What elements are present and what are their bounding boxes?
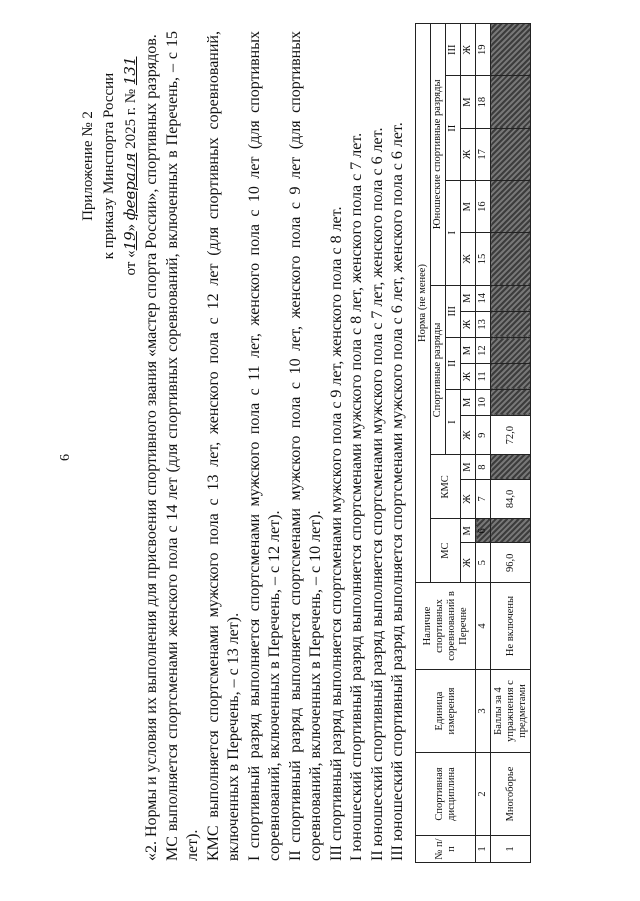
header-youth-3: III <box>446 24 461 76</box>
header-presence: Наличие спортивных соревнований в Перечне <box>416 583 476 670</box>
header-youth-1: I <box>446 181 461 286</box>
header-norm: Норма (не менее) <box>416 24 431 583</box>
paragraph: I юношеский спортивный разряд выполняется спортсменами мужского пола с 8 лет, женского пола с 7 лет. <box>348 132 365 861</box>
header-m: М <box>461 389 476 415</box>
handwritten-month: февраля <box>121 152 139 221</box>
row-ms-f: 96,0 <box>491 543 531 583</box>
paragraph: «2. Нормы и условия их выполнения для присвоения спортивного звания «мастер спорта России», спортивных разрядов. <box>143 34 160 861</box>
header-f: Ж <box>461 415 476 455</box>
norms-text <box>142 31 409 861</box>
paragraph: III спортивный разряд выполняется спортсменами мужского пола с 9 лет, женского пола с 8 лет. <box>327 206 345 861</box>
paragraph: МС выполняется спортсменами женского пола с 14 лет (для спортивных соревнований, включенных в Перечень, – с 15 лет). <box>163 31 201 861</box>
header-m: М <box>461 285 476 311</box>
header-f: Ж <box>461 479 476 519</box>
header-rank-1: I <box>446 389 461 455</box>
header-youth-2: II <box>446 76 461 181</box>
handwritten-day: 19 <box>121 231 139 251</box>
row-kms-m-blank <box>491 519 531 543</box>
handwritten-number: 131 <box>121 56 139 86</box>
row-kms-f: 84,0 <box>491 479 531 519</box>
appendix-header <box>78 31 142 301</box>
row-num: 1 <box>491 836 531 863</box>
paragraph: I спортивный разряд выполняется спортсменами мужского пола с 11 лет, женского пола с 10 лет (для спортивных соревнований, включенных в Перечень, – с 12 лет). <box>245 31 283 861</box>
appendix-date: от «19» февраля 2025 г. № 131 <box>121 56 139 276</box>
header-ms: МС <box>431 519 461 583</box>
table-row <box>491 24 531 863</box>
header-f: Ж <box>461 311 476 337</box>
header-youth-ranks: Юношеские спортивные разряды <box>431 24 446 286</box>
row-unit: Баллы за 4 упражнения с предметами <box>491 670 531 753</box>
appendix-order: к приказу Минспорта России <box>101 72 117 260</box>
paragraph: II спортивный разряд выполняется спортсменами мужского пола с 10 лет, женского пола с 9 лет (для спортивных соревнований, включенных в Перечень, – с 10 лет). <box>286 31 324 861</box>
row-presence: Не включены <box>491 583 531 670</box>
appendix-title: Приложение № 2 <box>80 111 96 221</box>
header-m: М <box>461 181 476 233</box>
header-m: М <box>461 76 476 128</box>
header-f: Ж <box>461 543 476 583</box>
header-m: М <box>461 455 476 479</box>
column-numbers-row: 1 2 3 4 5 6 7 8 9 10 11 12 13 14 15 16 17 18 19 <box>476 24 491 863</box>
header-num: № п/п <box>416 836 476 863</box>
paragraph: КМС выполняется спортсменами мужского пола с 13 лет, женского пола с 12 лет (для спортивных соревнований, включенных в Перечень, – с 13 лет). <box>204 31 242 861</box>
header-f: Ж <box>461 364 476 390</box>
header-m: М <box>461 519 476 543</box>
row-r1-m-blank <box>491 455 531 479</box>
page-number: 6 <box>58 454 73 461</box>
header-f: Ж <box>461 233 476 285</box>
norms-table <box>415 23 531 863</box>
header-m: М <box>461 337 476 363</box>
header-rank-3: III <box>446 285 461 337</box>
header-f: Ж <box>461 24 476 76</box>
header-rank-2: II <box>446 337 461 389</box>
row-discipline: Многоборье <box>491 753 531 836</box>
paragraph: II юношеский спортивный разряд выполняется спортсменами мужского пола с 7 лет, женского пола с 6 лет. <box>368 127 386 861</box>
header-kms: КМС <box>431 455 461 519</box>
row-r1-f: 72,0 <box>491 415 531 455</box>
header-discipline: Спортивная дисциплина <box>416 753 476 836</box>
paragraph: III юношеский спортивный разряд выполняется спортсменами мужского пола с 6 лет, женского пола с 6 лет. <box>389 122 406 861</box>
header-unit: Единица измерения <box>416 670 476 753</box>
header-f: Ж <box>461 128 476 180</box>
header-sport-ranks: Спортивные разряды <box>431 285 446 455</box>
